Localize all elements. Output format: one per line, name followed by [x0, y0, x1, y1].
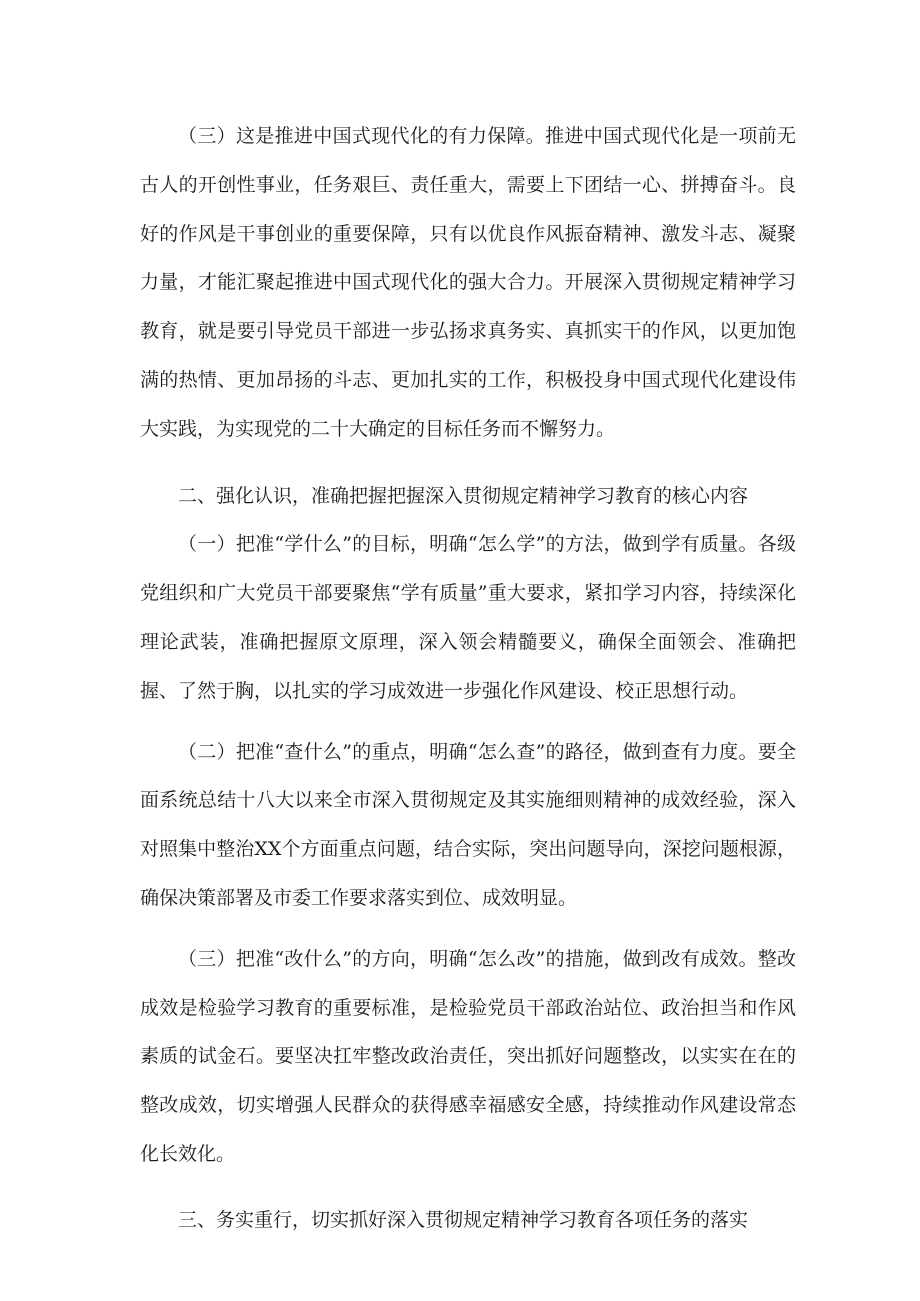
section-heading-two: 二、强化认识，准确把握把握深入贯彻规定精神学习教育的核心内容 [178, 484, 749, 507]
paragraph-learn: （一）把准“学什么”的目标，明确“怎么学”的方法，做到学有质量。各级党组织和广大党员干部要聚焦“学有质量”重大要求，紧扣学习内容，持续深化理论武装，准确把握原文原理，深入领会精髓要义，确保全面领会、准确把握、了然于胸，以扎实的学习成效进一步强化作风建设、校正思想行动。 [140, 533, 796, 702]
paragraph-guarantee: （三）这是推进中国式现代化的有力保障。推进中国式现代化是一项前无古人的开创性事业，任务艰巨、责任重大，需要上下团结一心、拼搏奋斗。良好的作风是干事创业的重要保障，只有以优良作风振奋精神、激发斗志、凝聚力量，才能汇聚起推进中国式现代化的强大合力。开展深入贯彻规定精神学习教育，就是要引导党员干部进一步弘扬求真务实、真抓实干的作风，以更加饱满的热情、更加昂扬的斗志、更加扎实的工作，积极投身中国式现代化建设伟大实践，为实现党的二十大确定的目标任务而不懈努力。 [140, 125, 796, 440]
section-heading-three: 三、务实重行，切实抓好深入贯彻规定精神学习教育各项任务的落实 [178, 1208, 749, 1231]
paragraph-check: （二）把准“查什么”的重点，明确“怎么查”的路径，做到查有力度。要全面系统总结十八大以来全市深入贯彻规定及其实施细则精神的成效经验，深入对照集中整治XX个方面重点问题，结合实际，突出问题导向，深挖问题根源，确保决策部署及市委工作要求落实到位、成效明显。 [140, 740, 796, 909]
document-body [140, 112, 796, 1245]
paragraph-rectify: （三）把准“改什么”的方向，明确“怎么改”的措施，做到改有成效。整改成效是检验学习教育的重要标准，是检验党员干部政治站位、政治担当和作风素质的试金石。要坚决扛牢整改政治责任，突出抓好问题整改，以实实在在的整改成效，切实增强人民群众的获得感幸福感安全感，持续推动作风建设常态化长效化。 [140, 947, 796, 1165]
